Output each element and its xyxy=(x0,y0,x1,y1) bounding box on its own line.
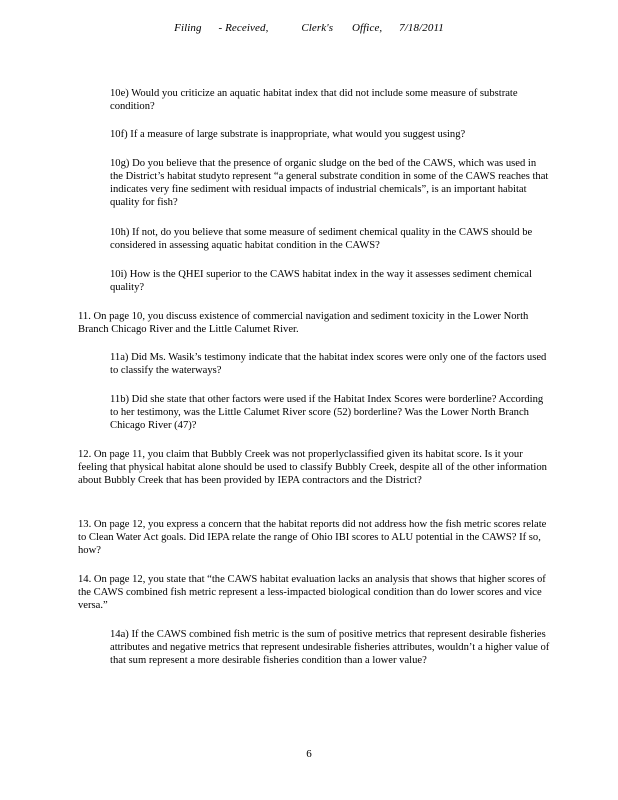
question-14a: 14a) If the CAWS combined fish metric is the sum of positive metrics that represent desirable fisheries attributes and negative metrics that represent undesirable fisheries attributes, wouldn’t a higher value of that sum represent a more desirable fisheries condition than a lower value? xyxy=(110,629,550,666)
question-10h: 10h) If not, do you believe that some measure of sediment chemical quality in the CAWS should be considered in assessing aquatic habitat condition in the CAWS? xyxy=(110,227,533,251)
question-11: 11. On page 10, you discuss existence of commercial navigation and sediment toxicity in the Lower North Branch Chicago River and the Little Calumet River. xyxy=(78,311,529,335)
question-10i: 10i) How is the QHEI superior to the CAWS habitat index in the way it assesses sediment chemical quality? xyxy=(110,269,532,293)
question-12: 12. On page 11, you claim that Bubbly Creek was not properlyclassified given its habitat score. Is it your feeling that physical habitat alone should be used to classify Bubbly Creek, despite all of the other information about Bubbly Creek that has been provided by IEPA contractors and the District? xyxy=(78,449,547,486)
question-11a: 11a) Did Ms. Wasik’s testimony indicate that the habitat index scores were only one of the factors used to classify the waterways? xyxy=(110,352,547,376)
filing-header xyxy=(0,22,618,34)
header-date: 7/18/2011 xyxy=(399,22,444,34)
header-office: Office, xyxy=(351,22,383,34)
header-clerks: Clerk's xyxy=(301,22,334,34)
question-14: 14. On page 12, you state that “the CAWS habitat evaluation lacks an analysis that shows that higher scores of the CAWS combined fish metric represent a less-impacted biological condition than do lower scores and vice versa.” xyxy=(78,574,546,611)
question-11b: 11b) Did she state that other factors were used if the Habitat Index Scores were borderline? According to her testimony, was the Little Calumet River score (52) borderline? Was the Lower North Branch Chicago River (47)? xyxy=(110,394,544,431)
header-received: - Received, xyxy=(218,22,269,34)
question-10e: 10e) Would you criticize an aquatic habitat index that did not include some measure of substrate condition? xyxy=(110,88,518,112)
header-filing: Filing xyxy=(174,22,202,34)
page-number: 6 xyxy=(306,748,312,760)
question-10g: 10g) Do you believe that the presence of organic sludge on the bed of the CAWS, which was used in the District’s habitat studyto represent “a general substrate condition in some of the CAWS reaches that indicates very fine sediment with residual impacts of industrial chemicals”, is an important habitat quality for fish? xyxy=(110,158,549,208)
question-10f: 10f) If a measure of large substrate is inappropriate, what would you suggest using? xyxy=(110,129,466,140)
question-13: 13. On page 12, you express a concern that the habitat reports did not address how the fish metric scores relate to Clean Water Act goals. Did IEPA relate the range of Ohio IBI scores to ALU potential in the CAWS? If so, how? xyxy=(78,519,547,556)
